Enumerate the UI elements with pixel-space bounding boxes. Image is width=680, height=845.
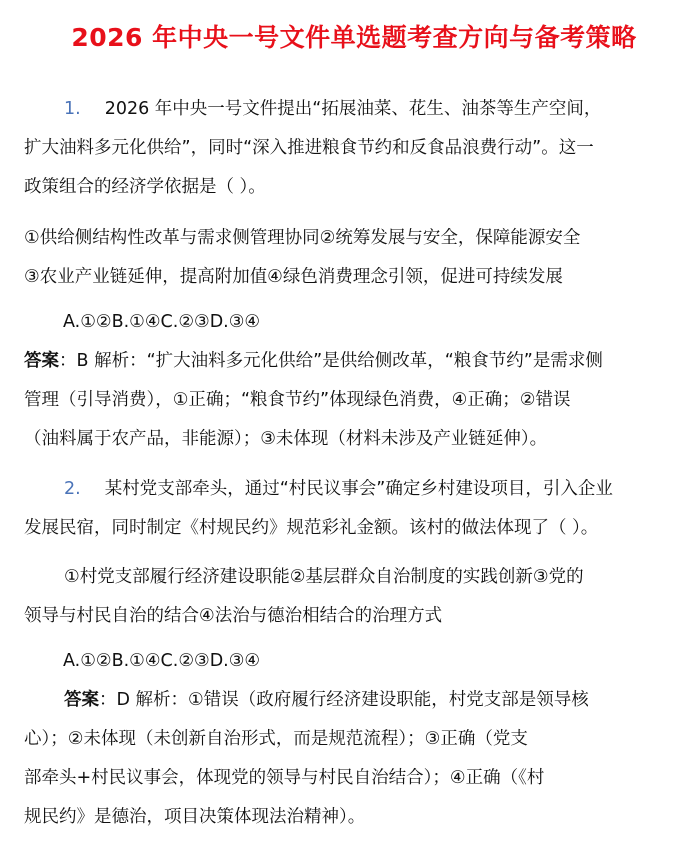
question-2-options: A.①②B.①④C.②③D.③④ [63,651,261,671]
question-2-stem: 2. 某村党支部牵头，通过“村民议事会”确定乡村建设项目，引入企业 发展民宿，同时制定《村规民约》规范彩礼金额。该村的做法体现了（ ）。 [24,479,613,538]
question-1-number: 1. [64,99,81,119]
page-title: 2026 年中央一号文件单选题考查方向与备考策略 [71,23,637,52]
question-1-options: A.①②B.①④C.②③D.③④ [63,312,261,332]
question-2-statements: ①村党支部履行经济建设职能②基层群众自治制度的实践创新③党的 领导与村民自治的结合④法治与德治相结合的治理方式 [24,567,584,626]
question-2-number: 2. [64,479,81,499]
answer-label: 答案 [24,351,59,371]
question-1-statements: ①供给侧结构性改革与需求侧管理协同②统筹发展与安全，保障能源安全 ③农业产业链延伸，提高附加值④绿色消费理念引领，促进可持续发展 [24,228,581,287]
question-2-answer: 答案：D 解析：①错误（政府履行经济建设职能，村党支部是领导核 心）；②未体现（未创新自治形式，而是规范流程）；③正确（党支 部牵头+村民议事会，体现党的领导与村民自治结合）；④正确（《村 规民约》是德治，项目决策体现法治精神）。 [24,690,589,827]
question-1-answer: 答案：B 解析：“扩大油料多元化供给”是供给侧改革，“粮食节约”是需求侧 管理（引导消费），①正确；“粮食节约”体现绿色消费，④正确；②错误 （油料属于农产品，非能源）；③未体现（材料未涉及产业链延伸）。 [24,351,603,449]
question-1-stem: 1. 2026 年中央一号文件提出“拓展油菜、花生、油茶等生产空间， 扩大油料多元化供给”，同时“深入推进粮食节约和反食品浪费行动”。这一 政策组合的经济学依据是（ ）。 [24,99,602,197]
answer-label: 答案 [64,690,99,710]
